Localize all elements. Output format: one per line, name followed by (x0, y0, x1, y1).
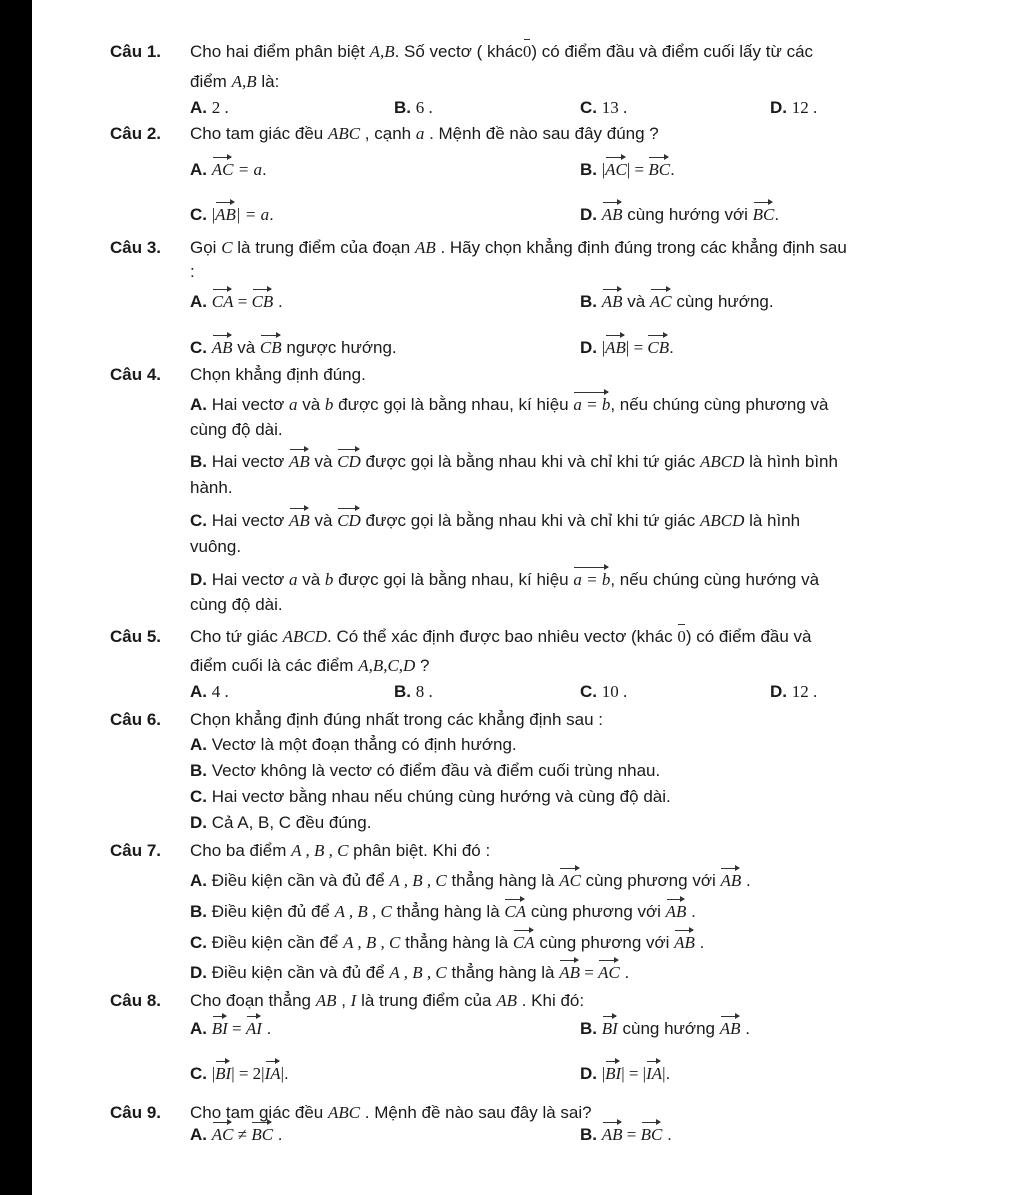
worksheet-page (32, 0, 1024, 1195)
question-4-option-b-cont: hành. (190, 478, 233, 497)
vector: AB (665, 902, 687, 921)
vector: CB (259, 338, 282, 357)
vector-equation: a = b (573, 395, 611, 414)
question-label: Câu 2. (110, 124, 162, 143)
question-4-option-d[interactable]: D. Hai vectơ a và b được gọi là bằng nhau, kí hiệu a = b, nếu chúng cùng hướng và (190, 570, 820, 589)
question-2-option-d[interactable]: D. AB cùng hướng với BC. (580, 205, 780, 224)
question-8-option-b[interactable]: B. BI cùng hướng AB . (580, 1019, 750, 1038)
question-7-stem: Câu 7. Cho ba điểm A , B , C phân biệt. Khi đó : (110, 841, 491, 860)
question-8-option-d[interactable]: D. |BI| = |IA|. (580, 1064, 671, 1083)
question-label: Câu 4. (110, 365, 162, 384)
question-3-stem: Câu 3. Gọi C là trung điểm của đoạn AB . Hãy chọn khẳng định đúng trong các khẳng định sau (110, 238, 847, 257)
vector: AB (720, 871, 742, 890)
vector: CB (251, 292, 274, 311)
vector: CD (337, 452, 361, 471)
vector: IA (646, 1064, 663, 1083)
zero-vector: 0 (522, 42, 532, 61)
vector: BC (752, 205, 775, 224)
vector: AC (211, 160, 234, 179)
question-4-stem: Câu 4. Chọn khẳng định đúng. (110, 365, 366, 384)
zero-vector: 0 (677, 627, 686, 646)
vector: BI (215, 1064, 232, 1083)
question-label: Câu 7. (110, 841, 162, 860)
vector: CA (512, 933, 535, 952)
question-1-option-b[interactable]: B. 6 . (394, 98, 433, 117)
question-6-option-d[interactable]: D. Cả A, B, C đều đúng. (190, 813, 372, 832)
question-5-stem-cont: điểm cuối là các điểm A,B,C,D ? (190, 656, 430, 675)
question-4-option-a-cont: cùng độ dài. (190, 420, 283, 439)
question-4-option-c[interactable]: C. Hai vectơ AB và CD được gọi là bằng nhau khi và chỉ khi tứ giác ABCD là hình (190, 511, 801, 530)
question-9-option-a[interactable]: A. AC ≠ BC . (190, 1125, 283, 1144)
question-label: Câu 3. (110, 238, 162, 257)
question-3-option-b[interactable]: B. AB và AC cùng hướng. (580, 292, 774, 311)
vector: CA (211, 292, 234, 311)
question-9-stem: Câu 9. Cho tam giác đều ABC . Mệnh đề nào sau đây là sai? (110, 1103, 592, 1122)
question-3-option-a[interactable]: A. CA = CB . (190, 292, 283, 311)
question-8-option-a[interactable]: A. BI = AI . (190, 1019, 272, 1038)
question-5-option-c[interactable]: C. 10 . (580, 682, 628, 701)
vector: BC (251, 1125, 274, 1144)
question-6-stem: Câu 6. Chọn khẳng định đúng nhất trong các khẳng định sau : (110, 710, 604, 729)
vector: AC (605, 160, 627, 179)
vector: AC (649, 292, 672, 311)
question-label: Câu 6. (110, 710, 162, 729)
left-black-edge (0, 0, 32, 1195)
vector: BI (605, 1064, 622, 1083)
question-6-option-c[interactable]: C. Hai vectơ bằng nhau nếu chúng cùng hướng và cùng độ dài. (190, 787, 671, 806)
question-1-option-c[interactable]: C. 13 . (580, 98, 628, 117)
vector: CA (504, 902, 527, 921)
vector: AC (211, 1125, 234, 1144)
vector: AB (601, 292, 623, 311)
vector: AB (289, 511, 310, 530)
vector: AC (559, 871, 581, 890)
vector: AI (245, 1019, 262, 1038)
vector: CB (647, 338, 670, 357)
question-4-option-d-cont: cùng độ dài. (190, 595, 283, 614)
question-7-option-d[interactable]: D. Điều kiện cần và đủ để A , B , C thẳng hàng là AB = AC . (190, 963, 630, 982)
question-5-stem: Câu 5. Cho tứ giác ABCD. Có thể xác định được bao nhiêu vectơ (khác 0) có điểm đầu và (110, 627, 812, 646)
question-6-option-a[interactable]: A. Vectơ là một đoạn thẳng có định hướng. (190, 735, 517, 754)
vector-equation: a = b (573, 570, 611, 589)
question-2-option-a[interactable]: A. AC = a. (190, 160, 267, 179)
question-4-option-b[interactable]: B. Hai vectơ AB và CD được gọi là bằng nhau khi và chỉ khi tứ giác ABCD là hình bình (190, 452, 838, 471)
question-1-option-a[interactable]: A. 2 . (190, 98, 229, 117)
question-1-stem-cont: điểm A,B là: (190, 72, 280, 91)
question-label: Câu 8. (110, 991, 162, 1010)
question-3-option-d[interactable]: D. |AB| = CB. (580, 338, 674, 357)
question-5-option-d[interactable]: D. 12 . (770, 682, 818, 701)
vector: AB (719, 1019, 741, 1038)
question-9-option-b[interactable]: B. AB = BC . (580, 1125, 672, 1144)
vector: AB (674, 933, 695, 952)
vector: AB (605, 338, 626, 357)
question-2-option-c[interactable]: C. |AB| = a. (190, 205, 274, 224)
vector: AB (601, 205, 623, 224)
question-4-option-c-cont: vuông. (190, 537, 242, 556)
question-label: Câu 1. (110, 42, 162, 61)
question-5-option-b[interactable]: B. 8 . (394, 682, 433, 701)
vector: AB (289, 452, 310, 471)
question-8-option-c[interactable]: C. |BI| = 2|IA|. (190, 1064, 289, 1083)
vector: AB (211, 338, 233, 357)
question-3-option-c[interactable]: C. AB và CB ngược hướng. (190, 338, 397, 357)
vector: CD (337, 511, 361, 530)
question-2-option-b[interactable]: B. |AC| = BC. (580, 160, 675, 179)
vector: BC (648, 160, 671, 179)
vector: AB (215, 205, 236, 224)
vector: AC (598, 963, 620, 982)
question-7-option-b[interactable]: B. Điều kiện đủ để A , B , C thẳng hàng là CA cùng phương với AB . (190, 902, 696, 921)
vector: AB (559, 963, 580, 982)
vector: BC (640, 1125, 663, 1144)
vector: IA (264, 1064, 281, 1083)
question-5-option-a[interactable]: A. 4 . (190, 682, 229, 701)
vector: BI (601, 1019, 618, 1038)
question-4-option-a[interactable]: A. Hai vectơ a và b được gọi là bằng nhau, kí hiệu a = b, nếu chúng cùng phương và (190, 395, 829, 414)
question-7-option-c[interactable]: C. Điều kiện cần để A , B , C thẳng hàng là CA cùng phương với AB . (190, 933, 705, 952)
question-3-stem-cont: : (190, 262, 195, 281)
question-1-option-d[interactable]: D. 12 . (770, 98, 818, 117)
question-7-option-a[interactable]: A. Điều kiện cần và đủ để A , B , C thẳng hàng là AC cùng phương với AB . (190, 871, 751, 890)
vector: BI (211, 1019, 228, 1038)
question-label: Câu 9. (110, 1103, 162, 1122)
question-1-stem: Câu 1. Cho hai điểm phân biệt A,B. Số vectơ ( khác0) có điểm đầu và điểm cuối lấy từ các (110, 42, 814, 61)
question-8-stem: Câu 8. Cho đoạn thẳng AB , I là trung điểm của AB . Khi đó: (110, 991, 585, 1010)
question-2-stem: Câu 2. Cho tam giác đều ABC , cạnh a . Mệnh đề nào sau đây đúng ? (110, 124, 659, 143)
question-label: Câu 5. (110, 627, 162, 646)
vector: AB (601, 1125, 623, 1144)
question-6-option-b[interactable]: B. Vectơ không là vectơ có điểm đầu và điểm cuối trùng nhau. (190, 761, 661, 780)
